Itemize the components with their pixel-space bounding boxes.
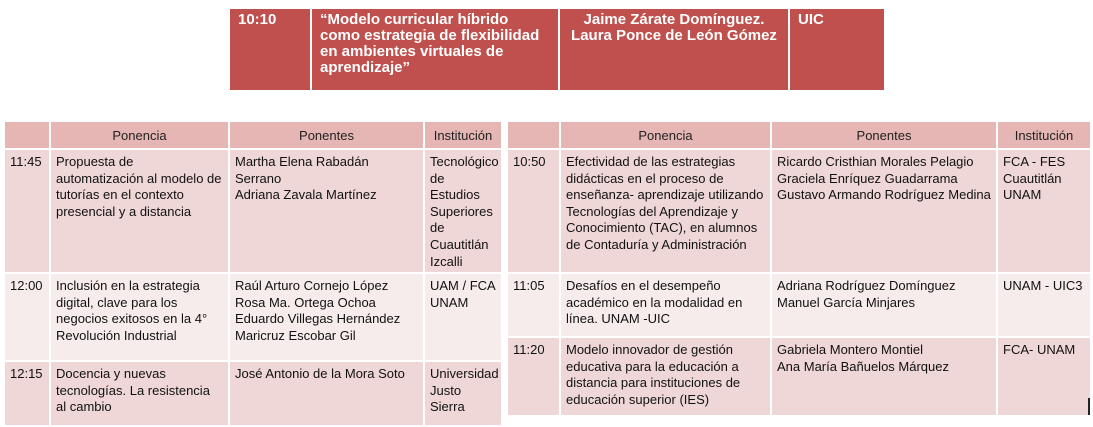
- row-speakers: Adriana Rodríguez Domínguez Manuel García Minjares: [771, 273, 997, 337]
- table-row: [507, 337, 1091, 416]
- row-speakers: Raúl Arturo Cornejo López Rosa Ma. Ortega Ochoa Eduardo Villegas Hernández Maricruz Escobar Gil: [229, 273, 424, 361]
- row-institution: FCA- UNAM: [997, 337, 1091, 416]
- header-speakers: Ponentes: [229, 121, 424, 149]
- featured-session: [228, 7, 886, 92]
- row-time: 11:05: [507, 273, 560, 337]
- header-institution: Institución: [424, 121, 502, 149]
- featured-institution: UIC: [789, 8, 885, 91]
- featured-time: 10:10: [229, 8, 311, 91]
- table-header: [507, 121, 1091, 149]
- row-institution: UNAM - UIC3: [997, 273, 1091, 337]
- featured-authors: Jaime Zárate Domínguez. Laura Ponce de León Gómez: [559, 8, 789, 91]
- header-talk: Ponencia: [50, 121, 229, 149]
- row-time: 11:45: [4, 149, 50, 273]
- row-time: 12:00: [4, 273, 50, 361]
- row-talk: Propuesta de automatización al modelo de tutorías en el contexto presencial y a distancia: [50, 149, 229, 273]
- row-talk: Docencia y nuevas tecnologías. La resistencia al cambio: [50, 361, 229, 426]
- featured-title: “Modelo curricular híbrido como estrategia de flexibilidad en ambientes virtuales de aprendizaje”: [311, 8, 559, 91]
- row-time: 10:50: [507, 149, 560, 273]
- row-speakers: Gabriela Montero Montiel Ana María Bañuelos Márquez: [771, 337, 997, 416]
- header-institution: Institución: [997, 121, 1091, 149]
- table-row: [507, 273, 1091, 337]
- table-header: [4, 121, 502, 149]
- schedule-table-left: [3, 120, 503, 427]
- row-institution: Tecnológico de Estudios Superiores de Cuautitlán Izcalli: [424, 149, 502, 273]
- table-row: [4, 273, 502, 361]
- row-talk: Inclusión en la estrategia digital, clave para los negocios exitosos en la 4° Revolución Industrial: [50, 273, 229, 361]
- header-time: [4, 121, 50, 149]
- row-speakers: Martha Elena Rabadán Serrano Adriana Zavala Martínez: [229, 149, 424, 273]
- header-speakers: Ponentes: [771, 121, 997, 149]
- row-talk: Desafíos en el desempeño académico en la modalidad en línea. UNAM -UIC: [560, 273, 771, 337]
- featured-session-row: [229, 8, 885, 91]
- row-institution: Universidad Justo Sierra: [424, 361, 502, 426]
- row-speakers: José Antonio de la Mora Soto: [229, 361, 424, 426]
- table-row: [507, 149, 1091, 273]
- edge-divider: [1088, 398, 1090, 415]
- row-institution: FCA - FES Cuautitlán UNAM: [997, 149, 1091, 273]
- row-time: 12:15: [4, 361, 50, 426]
- header-time: [507, 121, 560, 149]
- schedule-table-right: [506, 120, 1092, 417]
- table-row: [4, 361, 502, 426]
- row-institution: UAM / FCA UNAM: [424, 273, 502, 361]
- row-talk: Efectividad de las estrategias didácticas en el proceso de enseñanza- aprendizaje utilizando Tecnologías del Aprendizaje y Conocimiento (TAC), en alumnos de Contaduría y Administración: [560, 149, 771, 273]
- header-talk: Ponencia: [560, 121, 771, 149]
- row-speakers: Ricardo Cristhian Morales Pelagio Graciela Enríquez Guadarrama Gustavo Armando Rodríguez Medina: [771, 149, 997, 273]
- table-row: [4, 149, 502, 273]
- row-time: 11:20: [507, 337, 560, 416]
- row-talk: Modelo innovador de gestión educativa para la educación a distancia para instituciones de educación superior (IES): [560, 337, 771, 416]
